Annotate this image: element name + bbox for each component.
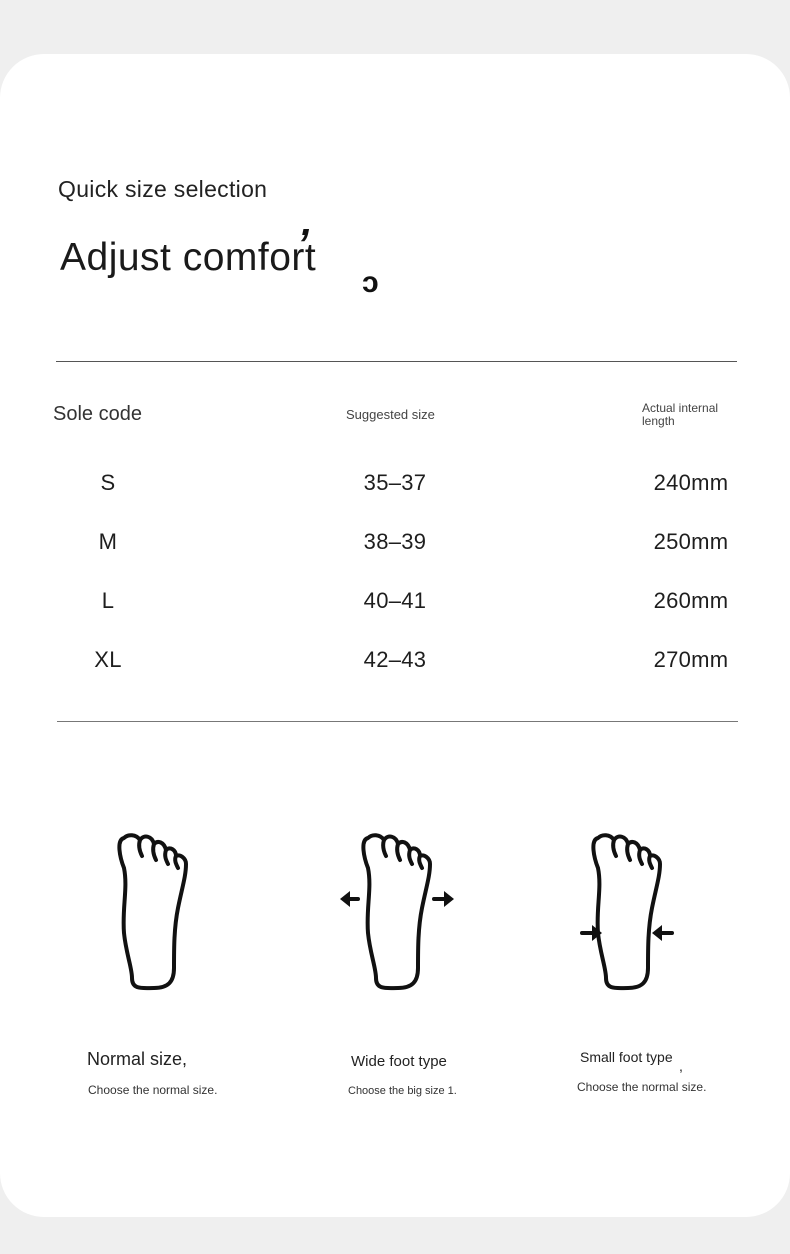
internal-length-cell: 270mm [653,647,729,672]
decorative-comma-small: , [679,1058,683,1074]
suggested-size-cell: 40–41 [363,588,427,613]
table-row [0,529,790,588]
wide-foot-note: Choose the big size 1. [348,1085,457,1097]
wide-foot-label: Wide foot type [351,1053,447,1070]
table-top-divider [56,361,737,362]
decorative-period: ͻ [362,266,379,299]
decorative-comma: , [297,200,318,244]
normal-foot-label: Normal size, [87,1049,188,1069]
size-table [0,470,790,706]
sole-code-cell: XL [94,647,122,672]
internal-length-cell: 250mm [653,529,729,554]
small-foot-label: Small foot type [580,1049,673,1065]
page-title: Adjust comfort [60,236,317,279]
normal-foot-note: Choose the normal size. [88,1083,218,1097]
column-header-internal-length: Actual internal length [642,401,719,428]
foot-narrow-icon [568,828,688,998]
suggested-size-cell: 38–39 [363,529,427,554]
table-row [0,647,790,706]
sole-code-cell: S [100,470,116,495]
table-bottom-divider [57,721,738,722]
page-subtitle: Quick size selection [58,176,268,202]
column-header-suggested-size: Suggested size [346,407,435,422]
column-header-sole-code: Sole code [53,403,142,425]
internal-length-cell: 260mm [653,588,729,613]
foot-wide-icon [338,828,458,998]
suggested-size-cell: 42–43 [363,647,427,672]
internal-length-cell: 240mm [653,470,729,495]
sole-code-cell: L [101,588,115,613]
table-row [0,470,790,529]
small-foot-note: Choose the normal size. [577,1080,707,1094]
suggested-size-cell: 35–37 [363,470,427,495]
sole-code-cell: M [98,529,118,554]
foot-normal-icon [94,828,214,998]
table-row [0,588,790,647]
